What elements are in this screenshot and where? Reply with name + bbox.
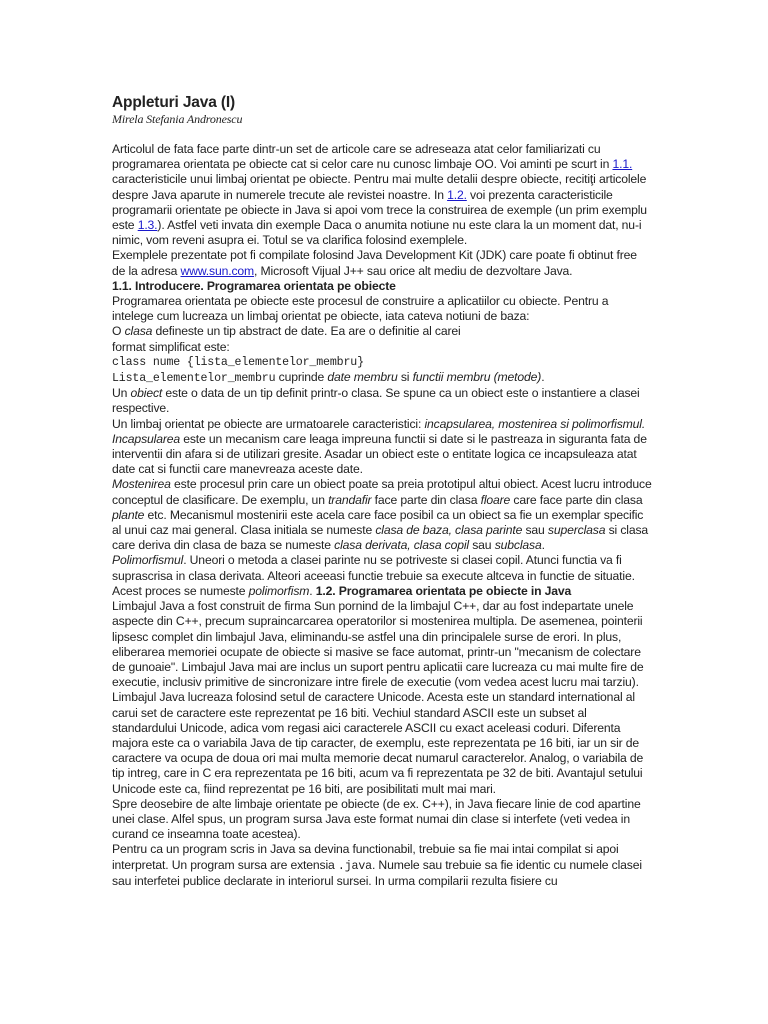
link-section-1-3[interactable]: 1.3. [137,218,158,233]
intro-paragraph [112,142,652,248]
compile-paragraph [112,842,652,889]
term: superclasa [547,523,606,538]
text: cuprinde [275,370,328,385]
text: care face parte din clasa [510,492,643,507]
text: . Numele sau trebuie sa fie identic cu numele clasei sau interfetei publice declarate in interiorul sursei. In urma compilarii rezulta fisiere cu [112,857,642,888]
link-section-1-1[interactable]: 1.1. [612,157,633,172]
text: . [541,538,545,553]
author-name: Mirela Stefania Andronescu [112,112,243,126]
text: este un mecanism care leaga impreuna functii si date si le pastreaza in siguranta fata de interventii din afara si de utilizari gresite. Asadar un obiect este o entitate logica ce incapsuleaza atat date cat si functii care manevreaza aceste date. [112,431,647,477]
text: defineste un tip abstract de date. Ea are o definitie al carei [152,324,461,339]
article [112,93,652,889]
text: Un limbaj orientat pe obiecte are urmatoarele caracteristici: [112,416,425,431]
text: Pentru ca un program scris in Java sa devina functionabil, trebuie sa fie mai intai compilat si apoi interpretat. Un program sursa are extensia [112,842,619,872]
text: O [112,324,125,339]
text: si clasa care deriva din clasa de baza se numeste [112,523,649,553]
section-heading-1-1: 1.1. Introducere. Programarea orientata pe obiecte [112,278,396,293]
text: sau [469,538,495,553]
text: este o data de un tip definit printr-o clasa. Se spune ca un obiect este o instantiere a clasei respective. [112,386,640,416]
term: Mostenirea [112,477,171,492]
class-definition-paragraph [112,324,652,354]
term-obiect: obiect [130,386,163,401]
object-paragraph [112,386,652,416]
polymorphism-paragraph [112,553,652,599]
jdk-paragraph [112,248,652,278]
text: sau [522,523,548,538]
term: clasa derivata, clasa copil [334,538,469,553]
text: este procesul prin care un obiect poate sa preia prototipul altui obiect. Acest lucru introduce conceptul de clasificare. De exemplu, un [112,477,652,507]
text: caracteristicile unui limbaj orientat pe obiecte. Pentru mai multe detalii despre obiecte, recitiţi articolele despre Java aparute in numerele trecute ale revistei noastre. In [112,172,647,202]
oop-intro-paragraph: Programarea orientata pe obiecte este procesul de construire a aplicatiilor cu obiecte. Pentru a intelege cum lucreaza un limbaj orientat pe obiecte, iata cateva notiuni de baza: [112,294,609,324]
text: voi prezenta caracteristicile programarii orientate pe obiecte in Java si apoi vom trece la construirea de exemple (un prim exemplu este [112,187,647,233]
term: trandafir [328,492,372,507]
term: date membru [327,370,398,385]
text: face parte din clasa [371,492,481,507]
text: Articolul de fata face parte dintr-un set de articole care se adreseaza atat celor familiarizati cu programarea orientata pe obiecte cat si celor care nu cunosc limbaje OO. Voi aminti pe scurt in [112,142,613,172]
text: ). Astfel veti invata din exemple Daca o anumita notiune nu este clara la un moment dat, nu-i nimic, vom reveni asupra ei. Totul se va clarifica folosind exemplele. [112,218,642,248]
unicode-paragraph: Limbajul Java lucreaza folosind setul de caractere Unicode. Acesta este un standard international al carui set de caractere este reprezentat pe 16 biti. Vechiul standard ASCII este un subset al standardului Unicode, adica vom regasi aici caracterele ASCII cu exact aceleasi coduri. Diferenta majora este ca o variabila Java de tip caracter, de exemplu, este reprezentata pe 16 biti, iar un sir de caractere va ocupa de doua ori mai multa memorie decat numarul caracterelor. Analog, o variabila de tip intreg, care in C era reprezentata pe 16 biti, acum va fi reprezentata pe 32 de biti. Avantajul setului Unicode este ca, fiind reprezentat pe 16 biti, are posibilitati mult mai mari. [112,690,644,796]
code-class-syntax: class nume {lista_elementelor_membru} [112,355,364,369]
text: Exemplele prezentate pot fi compilate folosind Java Development Kit (JDK) care poate fi obtinut free de la adresa [112,248,637,278]
term: functii membru (metode) [412,370,542,385]
link-sun-com[interactable]: www.sun.com [180,263,255,278]
term: plante [112,507,145,522]
section-heading-1-2: 1.2. Programarea orientata pe obiecte in Java [315,583,572,598]
members-paragraph [112,370,652,386]
characteristics-paragraph [112,417,652,478]
inheritance-paragraph [112,477,652,553]
text: , Microsoft Vijual J++ sau orice alt mediu de dezvoltare Java. [254,263,573,278]
term-clasa: clasa [124,324,153,339]
link-section-1-2[interactable]: 1.2. [447,187,467,202]
text: . [541,370,545,385]
text: si [397,370,413,385]
term: floare [480,492,511,507]
java-history-paragraph: Limbajul Java a fost construit de firma Sun pornind de la limbajul C++, dar au fost indepartate unele aspecte din C++, precum supraincarcarea operatorilor si mostenirea multipla. De asemenea, pointerii lipsesc complet din limbajul Java, eliminandu-se astfel una din principalele surse de erori. In plus, eliberarea memoriei ocupate de obiecte si masive se face automat, printr-un "mecanism de colectare de gunoaie". Limbajul Java mai are inclus un suport pentru aplicatii care lucreaza cu mai multe fire de executie, inclusiv primitive de sincronizare intre firele de executie (vom vedea acest lucru mai tarziu). [112,599,644,690]
text: . [309,583,316,598]
article-title: Appleturi Java (I) [112,94,236,111]
classes-paragraph: Spre deosebire de alte limbaje orientate pe obiecte (de ex. C++), in Java fiecare linie de cod apartine unei clase. Alfel spus, un program sursa Java este format numai din clase si interfete (veti vedea in curand ce inseamna toate acestea). [112,796,641,842]
code-inline: .java [337,859,372,873]
term: polimorfism [248,583,310,598]
term: incapsularea, mostenirea si polimorfismul. Incapsularea [112,416,646,446]
text: etc. Mecanismul mostenirii este acela care face posibil ca un obiect sa fie un exemplar specific al unui caz mai general. Clasa initiala se numeste [112,507,644,538]
term: clasa de baza, clasa parinte [375,523,523,538]
text: format simplificat este: [112,339,230,354]
text: . Uneori o metoda a clasei parinte nu se potriveste si clasei copil. Atunci functia va fi suprascrisa in clasa derivata. Alteori aceeasi functie trebuie sa execute altceva in functie de situatie. Acest proces se numeste [112,553,635,598]
term: subclasa [494,538,542,553]
text: Un [112,386,131,401]
code-inline: Lista_elementelor_membru [112,372,276,386]
term: Polimorfismul [112,553,184,568]
